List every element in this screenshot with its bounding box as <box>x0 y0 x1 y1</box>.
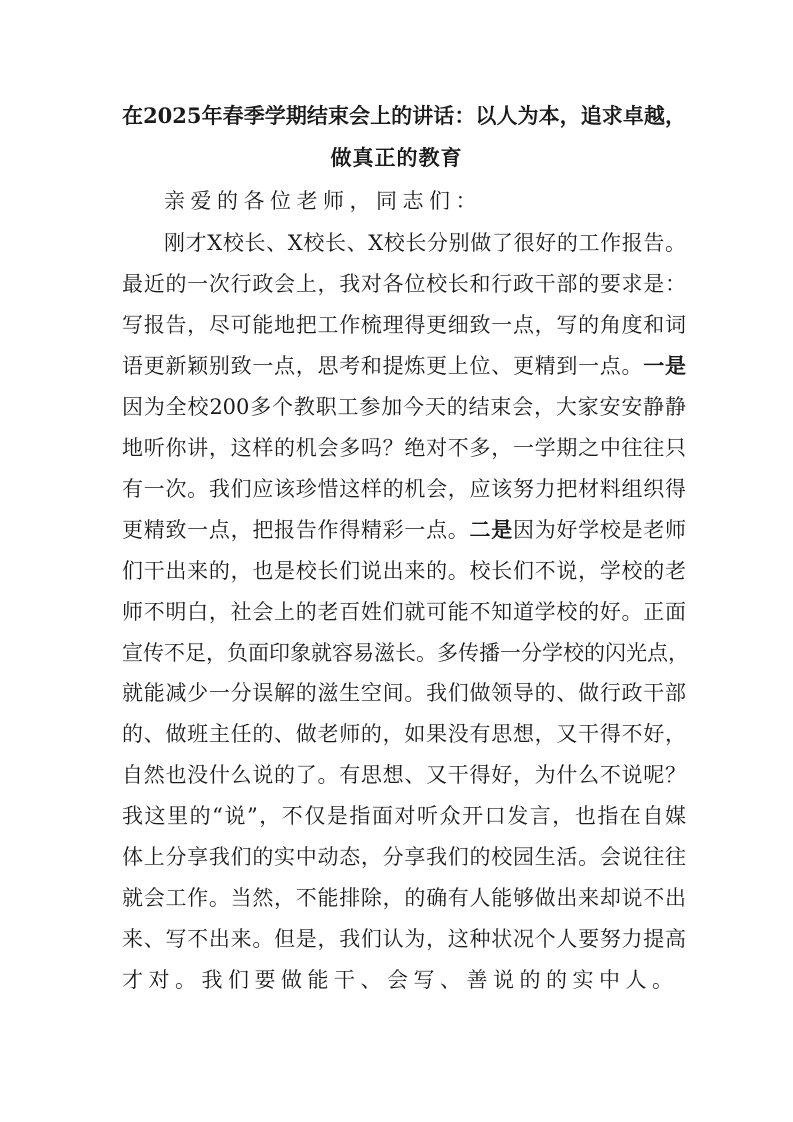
paragraph-line <box>122 883 686 913</box>
paragraph-line <box>122 392 686 422</box>
paragraph-line <box>122 597 686 627</box>
paragraph-line <box>122 638 689 668</box>
paragraph-line <box>122 760 686 790</box>
paragraph-line <box>122 556 686 586</box>
emphasis-text: 一是 <box>643 352 687 378</box>
body-text: 语更新颖别致一点，思考和提炼更上位、更精到一点。 <box>122 353 644 378</box>
body-text: 来、写不出来。但是，我们认为，这种状况个人要努力提高 <box>122 927 686 952</box>
body-text: 因为全校200多个教职工参加今天的结束会，大家安安静静 <box>122 394 686 419</box>
body-text: 就会工作。当然，不能排除，的确有人能够做出来却说不出 <box>122 886 686 911</box>
body-text: 师不明白，社会上的老百姓们就可能不知道学校的好。正面 <box>122 599 686 624</box>
paragraph-line <box>122 678 686 708</box>
body-text: 体上分享我们的实中动态，分享我们的校园生活。会说往往 <box>122 845 686 870</box>
body-text: 我这里的“说”，不仅是指面对听众开口发言，也指在自媒 <box>122 804 686 829</box>
paragraph-line <box>122 965 686 995</box>
paragraph-line <box>122 269 686 299</box>
body-text: 们干出来的，也是校长们说出来的。校长们不说，学校的老 <box>122 558 686 583</box>
paragraph-line <box>122 515 686 545</box>
body-text: 自然也没什么说的了。有思想、又干得好，为什么不说呢？ <box>122 763 686 788</box>
body-text: 最近的一次行政会上，我对各位校长和行政干部的要求是： <box>122 271 686 296</box>
body-text: 宣传不足，负面印象就容易滋长。多传播一分学校的闪光点， <box>122 640 689 665</box>
body-text: 更精致一点，把报告作得精彩一点。 <box>122 517 470 542</box>
body-text: 就能减少一分误解的滋生空间。我们做领导的、做行政干部 <box>122 681 686 706</box>
paragraph-line <box>164 228 686 258</box>
body-text: 因为好学校是老师 <box>512 517 687 542</box>
paragraph-line <box>122 842 686 872</box>
emphasis-text: 二是 <box>469 516 513 542</box>
body-text: 刚才X校长、X校长、X校长分别做了很好的工作报告。 <box>164 231 686 255</box>
paragraph-line <box>122 351 686 381</box>
document-title-line-1: 在2025年春季学期结束会上的讲话：以人为本，追求卓越， <box>122 103 686 128</box>
body-text: 才对。我们要做能干、会写、善说的的实中人。 <box>122 968 679 993</box>
paragraph-line <box>122 924 686 954</box>
paragraph-line <box>122 719 686 749</box>
paragraph-line <box>122 310 686 340</box>
body-text: 有一次。我们应该珍惜这样的机会，应该努力把材料组织得 <box>122 476 686 501</box>
paragraph-line <box>122 801 686 831</box>
body-text: 的、做班主任的、做老师的，如果没有思想，又干得不好， <box>122 722 686 747</box>
paragraph-line <box>122 474 686 504</box>
body-text: 地听你讲，这样的机会多吗？绝对不多，一学期之中往往只 <box>122 435 686 460</box>
document-title-line-2: 做真正的教育 <box>330 145 463 170</box>
body-text: 写报告，尽可能地把工作梳理得更细致一点，写的角度和词 <box>122 312 686 337</box>
paragraph-line <box>122 433 686 463</box>
salutation: 亲爱的各位老师，同志们： <box>164 189 482 213</box>
